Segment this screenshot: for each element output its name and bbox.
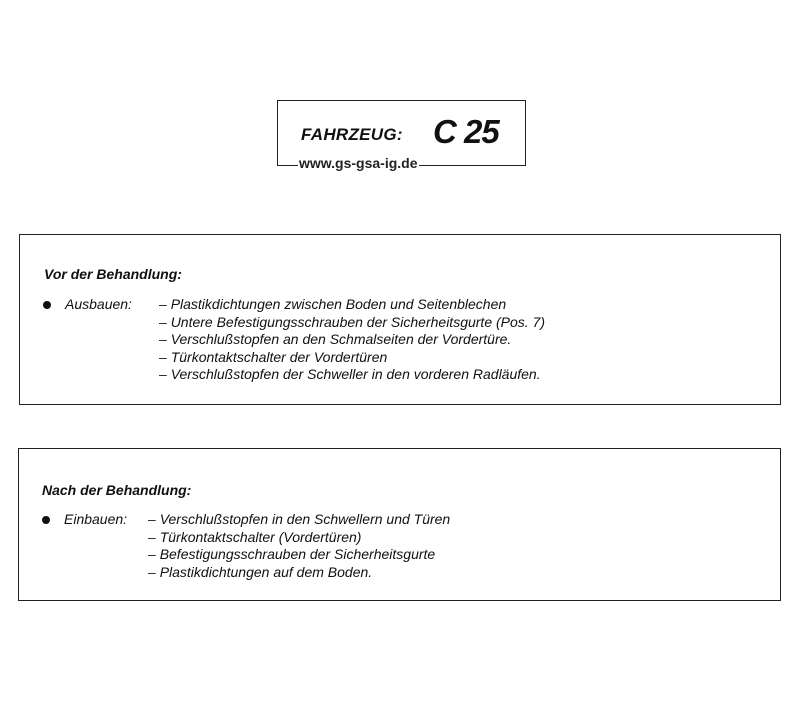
after-treatment-panel	[18, 448, 781, 601]
removal-list	[159, 296, 545, 384]
bullet-icon	[43, 301, 51, 309]
vehicle-label: FAHRZEUG:	[301, 125, 403, 144]
list-item: – Verschlußstopfen an den Schmalseiten der Vordertüre.	[159, 331, 545, 349]
list-item: – Befestigungsschrauben der Sicherheitsgurte	[148, 546, 450, 564]
list-item: – Verschlußstopfen in den Schwellern und Türen	[148, 511, 450, 529]
bullet-icon	[42, 516, 50, 524]
list-item: – Plastikdichtungen zwischen Boden und Seitenblechen	[159, 296, 545, 314]
installation-action-label: Einbauen:	[64, 511, 128, 527]
installation-list	[148, 511, 450, 581]
removal-action-label: Ausbauen:	[65, 296, 132, 312]
before-treatment-heading: Vor der Behandlung:	[44, 266, 182, 282]
after-treatment-heading: Nach der Behandlung:	[42, 482, 192, 498]
list-item: – Türkontaktschalter der Vordertüren	[159, 349, 545, 367]
list-item: – Verschlußstopfen der Schweller in den vorderen Radläufen.	[159, 366, 545, 384]
website-watermark: www.gs-gsa-ig.de	[299, 155, 418, 171]
list-item: – Untere Befestigungsschrauben der Sicherheitsgurte (Pos. 7)	[159, 314, 545, 332]
before-treatment-panel	[19, 234, 781, 405]
vehicle-model: C 25	[433, 113, 499, 150]
list-item: – Plastikdichtungen auf dem Boden.	[148, 564, 450, 582]
list-item: – Türkontaktschalter (Vordertüren)	[148, 529, 450, 547]
